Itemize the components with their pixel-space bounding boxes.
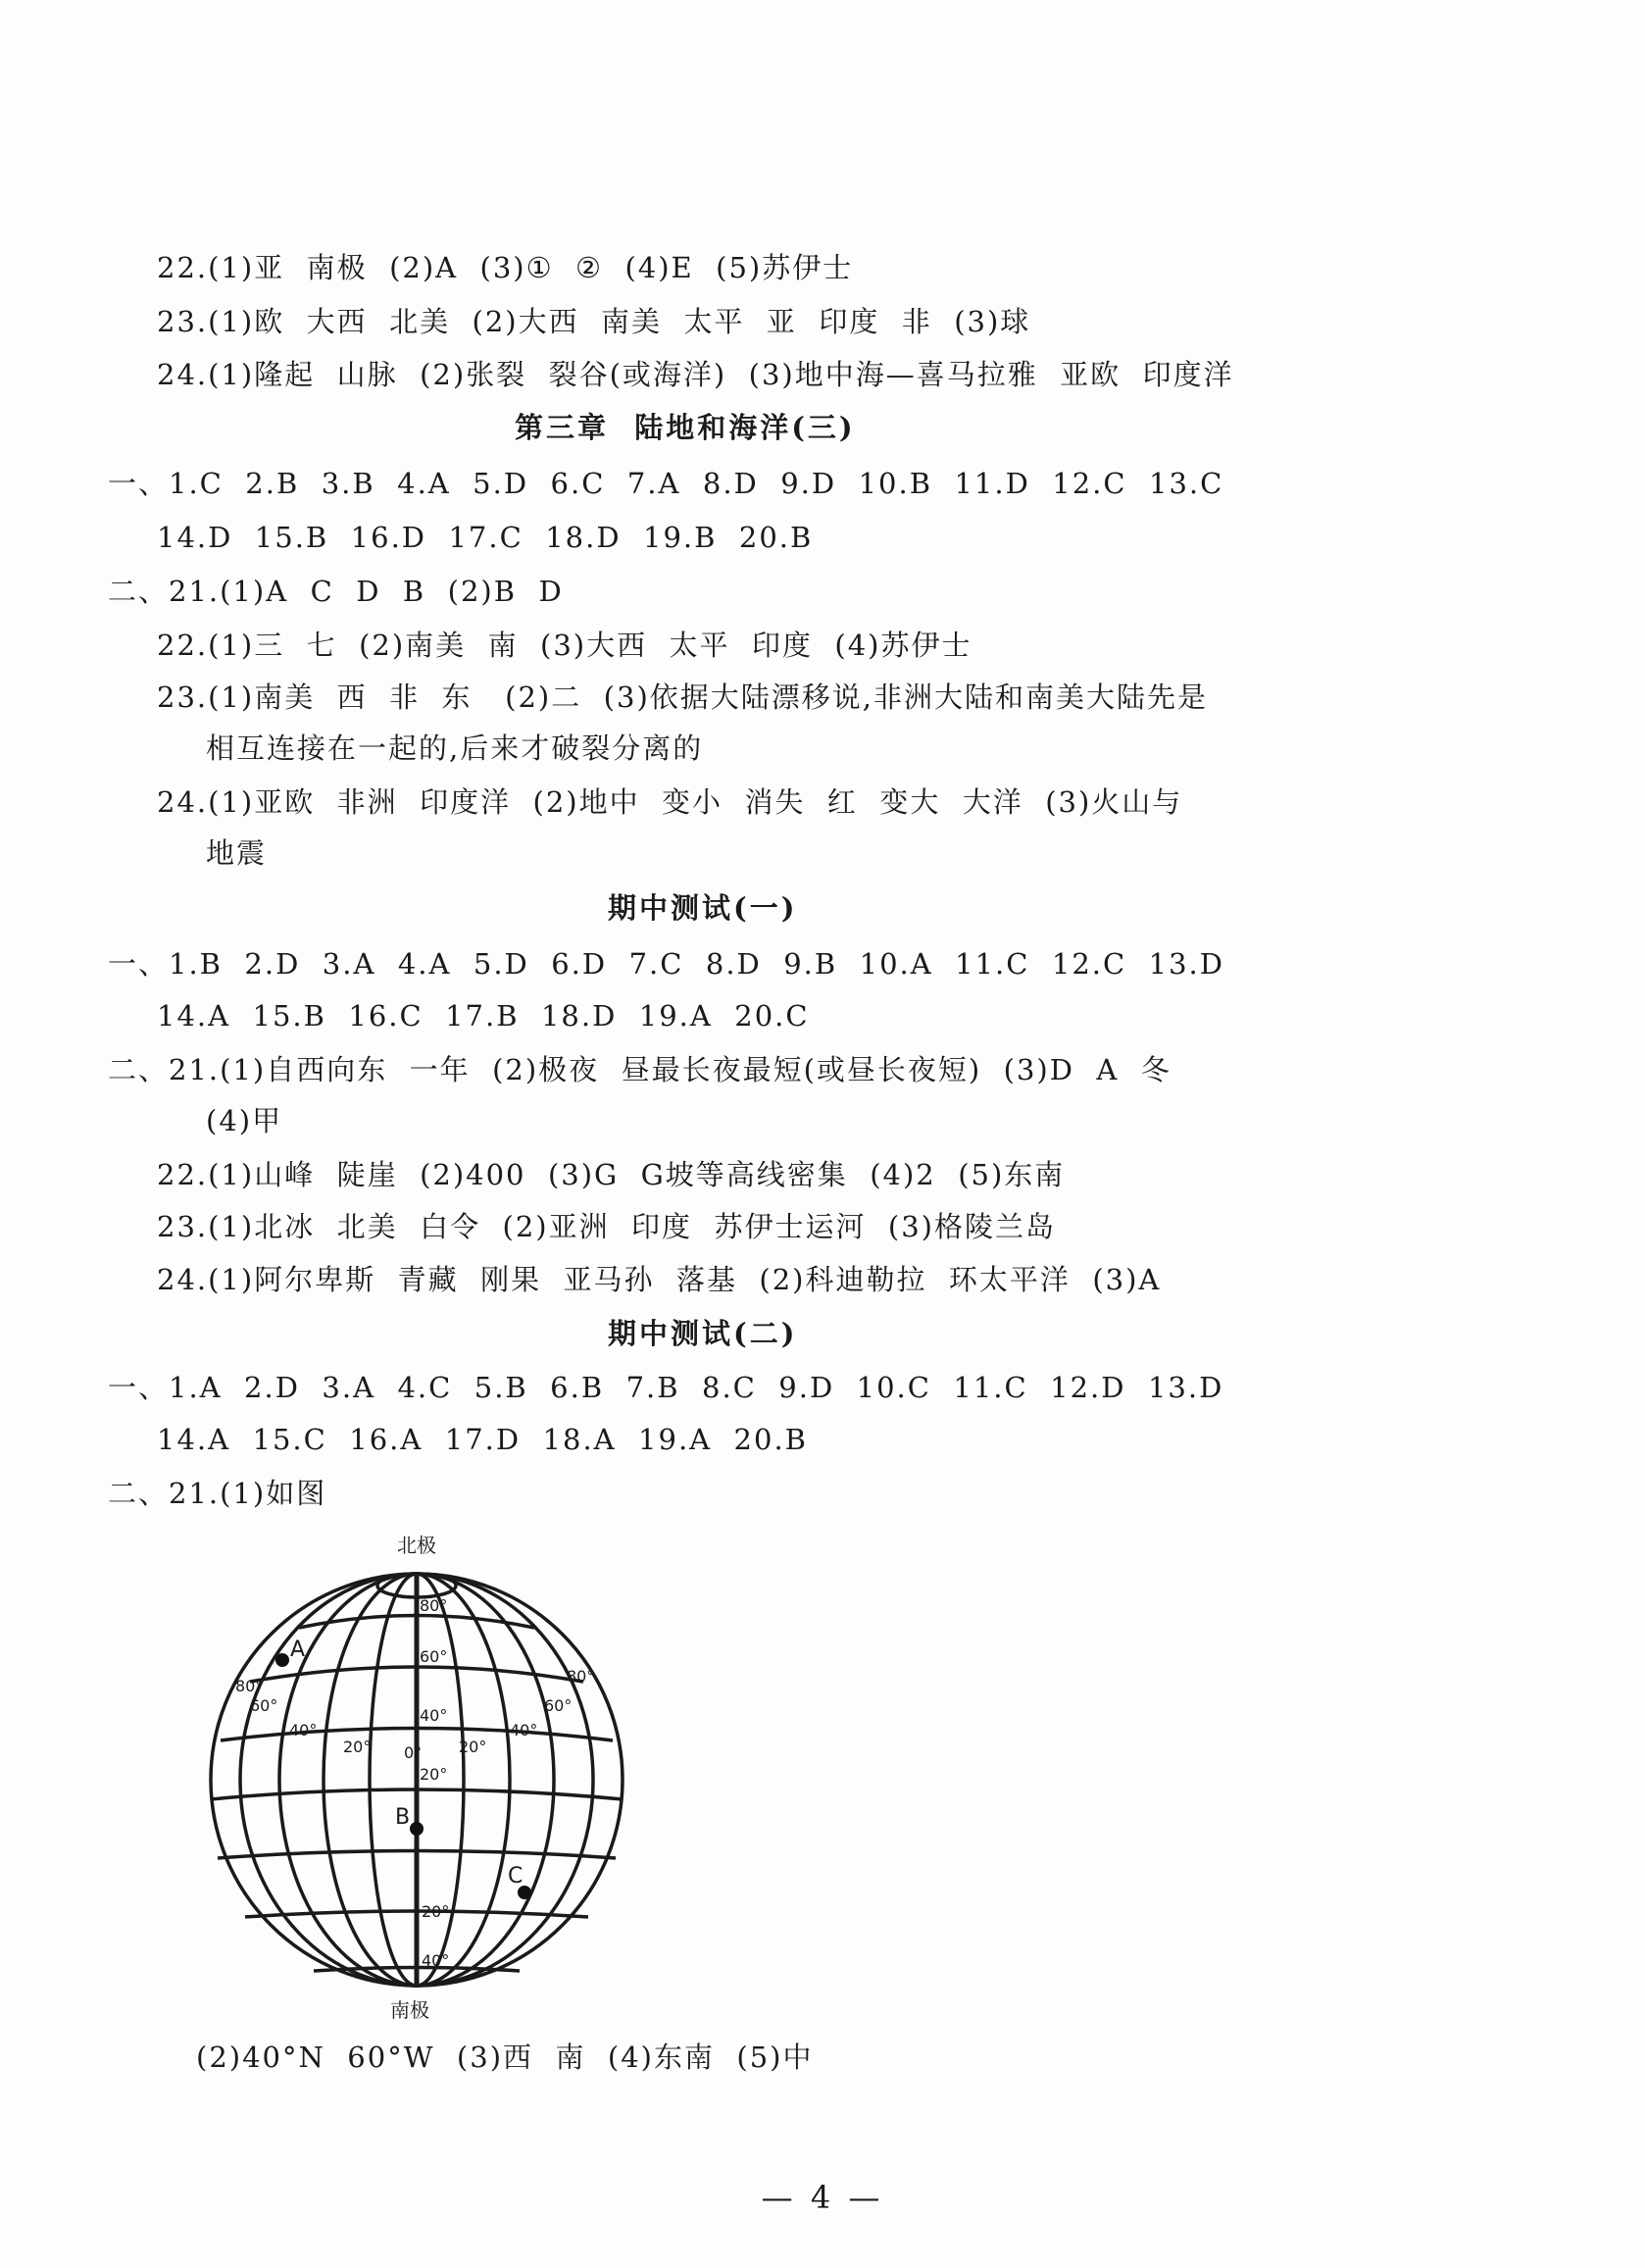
line-mid1-q21-cont: (4)甲 xyxy=(206,1104,283,1137)
globe-figure xyxy=(196,1535,637,2025)
south-pole-label: 南极 xyxy=(390,1998,429,2022)
line-23: 23.(1)欧 大西 北美 (2)大西 南美 太平 亚 印度 非 (3)球 xyxy=(157,305,1031,338)
section-heading-midterm-1: 期中测试(一) xyxy=(608,891,798,925)
north-pole-label: 北极 xyxy=(397,1535,436,1557)
line-mid2-q21-part2: (2)40°N 60°W (3)西 南 (4)东南 (5)中 xyxy=(196,2041,814,2074)
line-mid1-q23: 23.(1)北冰 北美 白令 (2)亚洲 印度 苏伊士运河 (3)格陵兰岛 xyxy=(157,1210,1056,1243)
lon-label: 60° xyxy=(544,1696,573,1715)
lat-label: 80° xyxy=(420,1596,448,1615)
lon-label: 20° xyxy=(343,1738,372,1756)
lon-label: 40° xyxy=(510,1721,538,1739)
line-q24: 24.(1)亚欧 非洲 印度洋 (2)地中 变小 消失 红 变大 大洋 (3)火山与 xyxy=(157,785,1183,819)
lon-label: 20° xyxy=(459,1738,487,1756)
line-q23: 23.(1)南美 西 非 东 (2)二 (3)依据大陆漂移说,非洲大陆和南美大陆先是 xyxy=(157,680,1208,714)
line-mc-1: 一、1.C 2.B 3.B 4.A 5.D 6.C 7.A 8.D 9.D 10.B 11.D 12.C 13.C xyxy=(108,467,1224,500)
line-mid1-q21: 二、21.(1)自西向东 一年 (2)极夜 昼最长夜最短(或昼长夜短) (3)D A 冬 xyxy=(108,1053,1171,1086)
point-b-label: B xyxy=(395,1805,411,1830)
line-q22: 22.(1)三 七 (2)南美 南 (3)大西 太平 印度 (4)苏伊士 xyxy=(157,629,972,662)
lat-label: 20° xyxy=(422,1902,450,1921)
lon-label: 80° xyxy=(567,1667,595,1686)
lon-label: 80° xyxy=(235,1677,264,1695)
point-b-marker xyxy=(410,1822,424,1836)
lon-label: 60° xyxy=(250,1696,278,1715)
line-mc-2: 14.D 15.B 16.D 17.C 18.D 19.B 20.B xyxy=(157,521,814,554)
lat-label: 40° xyxy=(422,1951,450,1970)
lat-label: 20° xyxy=(420,1765,448,1784)
point-c-label: C xyxy=(508,1864,523,1889)
line-q21: 二、21.(1)A C D B (2)B D xyxy=(108,575,564,608)
line-q24-cont: 地震 xyxy=(206,836,268,870)
point-a-marker xyxy=(275,1653,289,1667)
lat-label: 40° xyxy=(420,1706,448,1725)
line-mid1-mc-1: 一、1.B 2.D 3.A 4.A 5.D 6.D 7.C 8.D 9.B 10.A 11.C 12.C 13.D xyxy=(108,947,1225,981)
section-heading-midterm-2: 期中测试(二) xyxy=(608,1317,798,1350)
section-heading-ch3: 第三章 陆地和海洋(三) xyxy=(515,411,856,444)
lat-label: 60° xyxy=(420,1647,448,1666)
line-24: 24.(1)隆起 山脉 (2)张裂 裂谷(或海洋) (3)地中海—喜马拉雅 亚欧 印度洋 xyxy=(157,358,1234,391)
line-mid2-mc-1: 一、1.A 2.D 3.A 4.C 5.B 6.B 7.B 8.C 9.D 10.C 11.C 12.D 13.D xyxy=(108,1371,1224,1404)
line-mid1-mc-2: 14.A 15.B 16.C 17.B 18.D 19.A 20.C xyxy=(157,999,810,1033)
lon-label: 40° xyxy=(289,1721,318,1739)
line-q23-cont: 相互连接在一起的,后来才破裂分离的 xyxy=(206,731,704,765)
line-mid1-q22: 22.(1)山峰 陡崖 (2)400 (3)G G坡等高线密集 (4)2 (5)东南 xyxy=(157,1158,1066,1191)
page-number: — 4 — xyxy=(761,2179,884,2216)
line-22: 22.(1)亚 南极 (2)A (3)① ② (4)E (5)苏伊士 xyxy=(157,251,854,284)
point-a-label: A xyxy=(290,1638,306,1662)
lon-label: 0° xyxy=(404,1743,423,1762)
line-mid2-q21: 二、21.(1)如图 xyxy=(108,1477,327,1510)
line-mid1-q24: 24.(1)阿尔卑斯 青藏 刚果 亚马孙 落基 (2)科迪勒拉 环太平洋 (3)A xyxy=(157,1263,1162,1296)
line-mid2-mc-2: 14.A 15.C 16.A 17.D 18.A 19.A 20.B xyxy=(157,1423,808,1456)
